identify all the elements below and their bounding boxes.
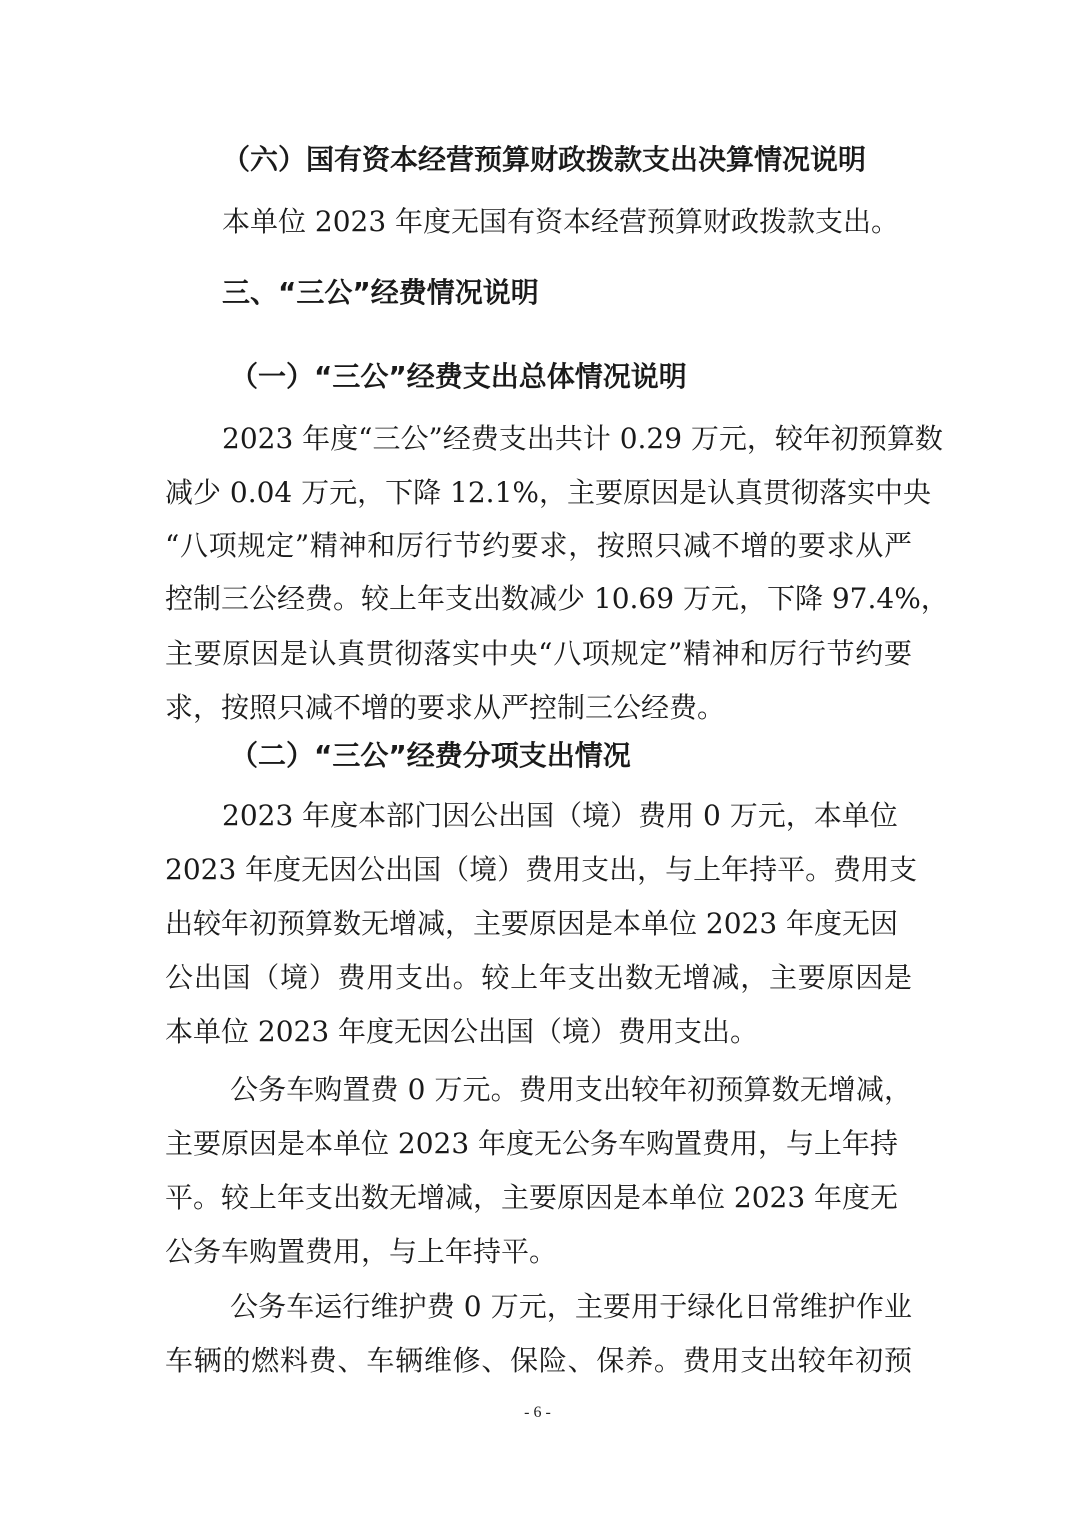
paragraph-line: 主要原因是本单位 2023 年度无公务车购置费用，与上年持 bbox=[165, 1127, 899, 1160]
section-heading: （一）“三公”经费支出总体情况说明 bbox=[230, 360, 687, 393]
paragraph-line: 出较年初预算数无增减，主要原因是本单位 2023 年度无因 bbox=[165, 907, 899, 940]
paragraph-line: 公出国（境）费用支出。较上年支出数无增减，主要原因是 bbox=[165, 961, 912, 994]
paragraph-line: 2023 年度“三公”经费支出共计 0.29 万元，较年初预算数 bbox=[222, 422, 943, 455]
paragraph-line: 求，按照只减不增的要求从严控制三公经费。 bbox=[165, 691, 726, 724]
paragraph-line: 2023 年度本部门因公出国（境）费用 0 万元，本单位 bbox=[222, 799, 898, 832]
paragraph-line: 本单位 2023 年度无国有资本经营预算财政拨款支出。 bbox=[222, 205, 900, 238]
paragraph-line: 公务车运行维护费 0 万元，主要用于绿化日常维护作业 bbox=[230, 1290, 912, 1323]
section-heading: （六）国有资本经营预算财政拨款支出决算情况说明 bbox=[222, 143, 867, 176]
paragraph-line: 公务车购置费用，与上年持平。 bbox=[165, 1235, 558, 1268]
paragraph-line: 公务车购置费 0 万元。费用支出较年初预算数无增减， bbox=[230, 1073, 912, 1106]
section-heading: （二）“三公”经费分项支出情况 bbox=[230, 739, 631, 772]
paragraph-line: 减少 0.04 万元，下降 12.1%，主要原因是认真贯彻落实中央 bbox=[165, 476, 931, 509]
paragraph-line: 本单位 2023 年度无因公出国（境）费用支出。 bbox=[165, 1015, 759, 1048]
paragraph-line: 2023 年度无因公出国（境）费用支出，与上年持平。费用支 bbox=[165, 853, 918, 886]
paragraph-line: “八项规定”精神和厉行节约要求，按照只减不增的要求从严 bbox=[165, 529, 912, 562]
chapter-heading: 三、“三公”经费情况说明 bbox=[222, 276, 539, 309]
paragraph-line: 车辆的燃料费、车辆维修、保险、保养。费用支出较年初预 bbox=[165, 1344, 912, 1377]
paragraph-line: 平。较上年支出数无增减，主要原因是本单位 2023 年度无 bbox=[165, 1181, 899, 1214]
page-number: - 6 - bbox=[524, 1404, 551, 1421]
paragraph-line: 控制三公经费。较上年支出数减少 10.69 万元，下降 97.4%， bbox=[165, 582, 949, 615]
paragraph-line: 主要原因是认真贯彻落实中央“八项规定”精神和厉行节约要 bbox=[165, 637, 912, 670]
